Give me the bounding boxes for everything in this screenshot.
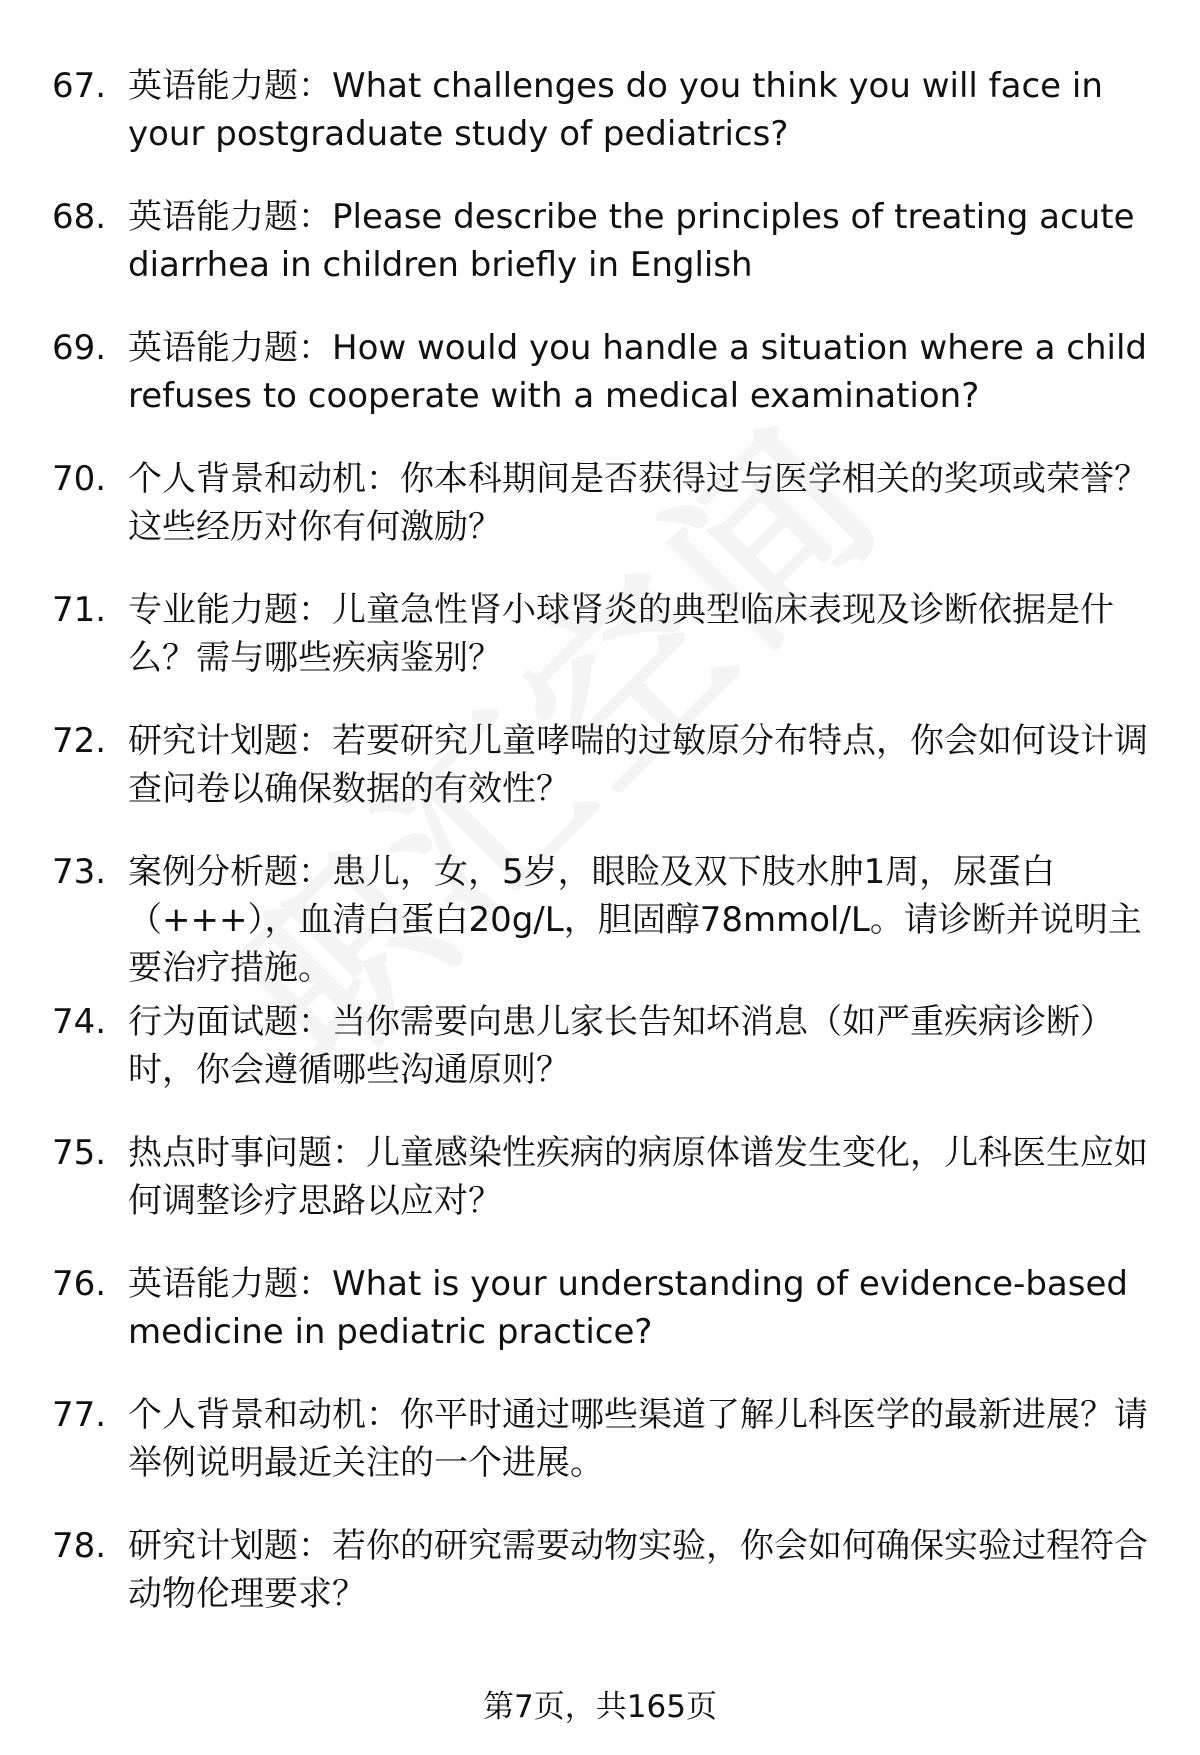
item-text: 个人背景和动机：你本科期间是否获得过与医学相关的奖项或荣誉？这些经历对你有何激励？ xyxy=(128,459,1148,547)
list-item xyxy=(52,1129,1162,1260)
item-text: 研究计划题：若要研究儿童哮喘的过敏原分布特点，你会如何设计调查问卷以确保数据的有效性？ xyxy=(128,721,1148,809)
item-text: 英语能力题：What is your understanding of evidence-based medicine in pediatric practice? xyxy=(128,1264,1128,1352)
list-item xyxy=(52,1391,1162,1522)
item-text: 专业能力题：儿童急性肾小球肾炎的典型临床表现及诊断依据是什么？需与哪些疾病鉴别？ xyxy=(128,590,1114,678)
item-text: 行为面试题：当你需要向患儿家长告知坏消息（如严重疾病诊断）时，你会遵循哪些沟通原则？ xyxy=(128,1002,1114,1090)
item-text: 英语能力题：How would you handle a situation where a child refuses to cooperate with a medical examination? xyxy=(128,328,1147,416)
item-number: 70. xyxy=(52,459,107,499)
item-text: 个人背景和动机：你平时通过哪些渠道了解儿科医学的最新进展？请举例说明最近关注的一个进展。 xyxy=(128,1395,1148,1483)
item-number: 73. xyxy=(52,852,107,892)
item-number: 74. xyxy=(52,1002,107,1042)
item-number: 76. xyxy=(52,1264,107,1304)
list-item xyxy=(52,324,1162,455)
item-number: 72. xyxy=(52,721,107,761)
list-item xyxy=(52,848,1162,998)
list-item xyxy=(52,998,1162,1129)
item-text: 研究计划题：若你的研究需要动物实验，你会如何确保实验过程符合动物伦理要求？ xyxy=(128,1526,1148,1614)
item-text: 热点时事问题：儿童感染性疾病的病原体谱发生变化，儿科医生应如何调整诊疗思路以应对？ xyxy=(128,1133,1148,1221)
item-number: 78. xyxy=(52,1526,107,1566)
list-item xyxy=(52,1260,1162,1391)
item-number: 75. xyxy=(52,1133,107,1173)
question-list xyxy=(52,62,1162,1653)
item-number: 69. xyxy=(52,328,107,368)
page-footer: 第7页，共165页 xyxy=(483,1689,717,1725)
list-item xyxy=(52,717,1162,848)
list-item xyxy=(52,586,1162,717)
item-number: 67. xyxy=(52,66,107,106)
list-item xyxy=(52,62,1162,193)
list-item xyxy=(52,193,1162,324)
item-number: 68. xyxy=(52,197,107,237)
list-item xyxy=(52,1522,1162,1653)
item-number: 71. xyxy=(52,590,107,630)
item-text: 英语能力题：Please describe the principles of treating acute diarrhea in children briefly in English xyxy=(128,197,1135,285)
item-text: 案例分析题：患儿，女，5岁，眼睑及双下肢水肿1周，尿蛋白（+++），血清白蛋白20g/L，胆固醇78mmol/L。请诊断并说明主要治疗措施。 xyxy=(128,852,1142,988)
list-item xyxy=(52,455,1162,586)
item-text: 英语能力题：What challenges do you think you will face in your postgraduate study of pediatrics? xyxy=(128,66,1103,154)
item-number: 77. xyxy=(52,1395,107,1435)
